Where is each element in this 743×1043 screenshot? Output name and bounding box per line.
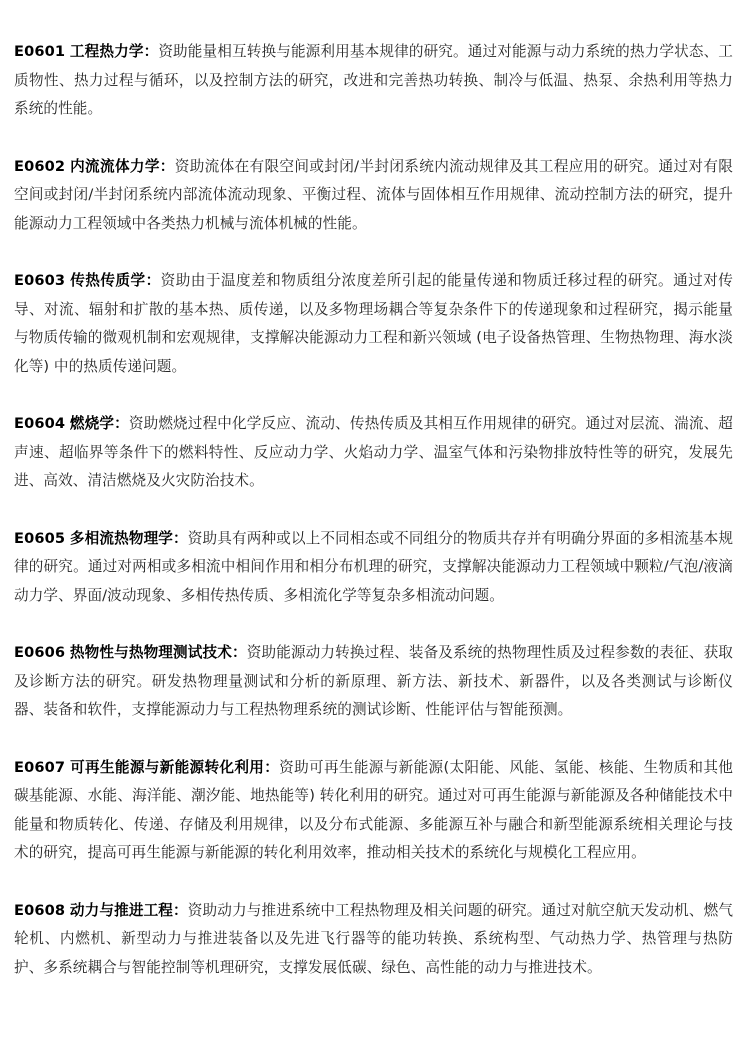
entry-code: E0605	[14, 529, 66, 547]
entry-body: 资助燃烧过程中化学反应、流动、传热传质及其相互作用规律的研究。通过对层流、湍流、超声速、超临界等条件下的燃料特性、反应动力学、火焰动力学、温室气体和污染物排放特性等的研究，发展先进、高效、清洁燃烧及火灾防治技术。	[14, 415, 733, 489]
entry-code: E0603	[14, 272, 66, 289]
entry-body: 资助动力与推进系统中工程热物理及相关问题的研究。通过对航空航天发动机、燃气轮机、内燃机、新型动力与推进装备以及先进飞行器等的能功转换、系统构型、气动热力学、热管理与热防护、多系统耦合与智能控制等机理研究，支撑发展低碳、绿色、高性能的动力与推进技术。	[14, 901, 734, 976]
entry-e0603	[14, 267, 733, 381]
entry-title: 燃烧学：	[69, 415, 129, 432]
entry-e0606	[14, 639, 733, 725]
entry-title: 可再生能源与新能源转化利用：	[70, 758, 280, 776]
entry-body: 资助由于温度差和物质组分浓度差所引起的能量传递和物质迁移过程的研究。通过对传导、对流、辐射和扩散的基本热、质传递，以及多物理场耦合等复杂条件下的传递现象和过程研究，揭示能量与物质传输的微观机制和宏观规律，支撑解决能源动力工程和新兴领域 (电子设备热管理、生物热物理、海水淡化等) 中的热质传递问题。	[14, 272, 733, 375]
entry-e0607	[14, 754, 733, 868]
entry-body: 资助能源动力转换过程、装备及系统的热物理性质及过程参数的表征、获取及诊断方法的研究。研发热物理量测试和分析的新原理、新方法、新技术、新器件，以及各类测试与诊断仪器、装备和软件，支撑能源动力与工程热物理系统的测试诊断、性能评估与智能预测。	[14, 644, 733, 718]
entry-e0601	[14, 38, 733, 124]
entry-code: E0607	[14, 758, 66, 776]
entry-body: 资助能量相互转换与能源利用基本规律的研究。通过对能源与动力系统的热力学状态、工质物性、热力过程与循环，以及控制方法的研究，改进和完善热功转换、制冷与低温、热泵、余热利用等热力系统的性能。	[14, 43, 733, 117]
entry-title: 多相流热物理学：	[69, 529, 188, 547]
entry-e0602	[14, 153, 733, 239]
entry-title: 动力与推进工程：	[69, 901, 188, 919]
entry-e0604	[14, 410, 733, 496]
entry-body: 资助具有两种或以上不同相态或不同组分的物质共存并有明确分界面的多相流基本规律的研究。通过对两相或多相流中相间作用和相分布机理的研究，支撑解决能源动力工程领域中颗粒/气泡/液滴动力学、界面/波动现象、多相传热传质、多相流化学等复杂多相流动问题。	[14, 529, 734, 604]
entry-code: E0602	[14, 157, 66, 175]
entry-title: 传热传质学：	[70, 272, 161, 289]
entry-body: 资助流体在有限空间或封闭/半封闭系统内流动规律及其工程应用的研究。通过对有限空间或封闭/半封闭系统内部流体流动现象、平衡过程、流体与固体相互作用规律、流动控制方法的研究，提升能源动力工程领域中各类热力机械与流体机械的性能。	[14, 157, 733, 232]
entry-e0605	[14, 525, 733, 611]
entry-e0608	[14, 897, 733, 983]
entry-code: E0601	[14, 43, 66, 60]
entry-title: 热物性与热物理测试技术：	[69, 644, 247, 661]
entry-code: E0604	[14, 415, 66, 432]
entry-code: E0606	[14, 644, 66, 661]
entry-code: E0608	[14, 901, 66, 919]
entry-body: 资助可再生能源与新能源(太阳能、风能、氢能、核能、生物质和其他碳基能源、水能、海洋能、潮汐能、地热能等) 转化利用的研究。通过对可再生能源与新能源及各种储能技术中能量和物质转化、传递、存储及利用规律，以及分布式能源、多能源互补与融合和新型能源系统相关理论与技术的研究，提高可再生能源与新能源的转化利用效率，推动相关技术的系统化与规模化工程应用。	[14, 758, 733, 861]
entry-title: 工程热力学：	[69, 43, 159, 60]
entry-title: 内流流体力学：	[70, 157, 175, 175]
